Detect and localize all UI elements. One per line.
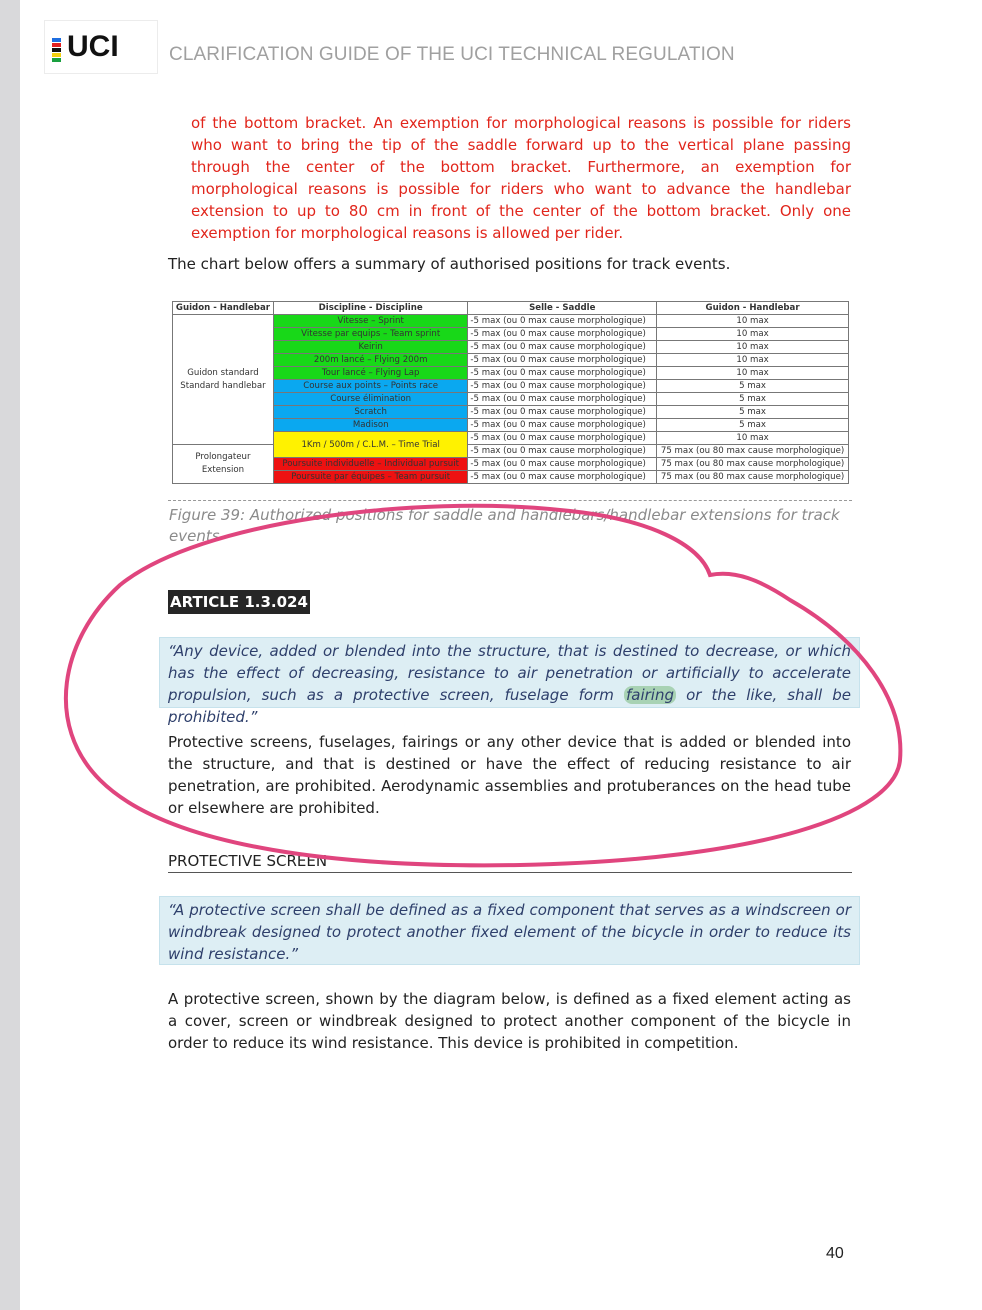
red-paragraph: of the bottom bracket. An exemption for morphological reasons is possible for riders who want to bring the tip of the saddle forward up to the vertical plane passing through the center of the bottom bracket. Furthermore, an exemption for morphological reasons is possible for riders who want to advance the handlebar extension to up to 80 cm in front of the center of the bottom bracket. Only one exemption for morphological reasons is allowed per rider. [191,114,851,242]
saddle-cell: -5 max (ou 0 max cause morphologique) [468,380,657,393]
positions-table [172,301,849,484]
handlebar-cell: 75 max (ou 80 max cause morphologique) [657,471,849,484]
discipline-cell: Course élimination [273,393,468,406]
col-header: Discipline - Discipline [273,302,468,315]
group-label-extension: Prolongateur Extension [173,445,274,484]
saddle-cell: -5 max (ou 0 max cause morphologique) [468,458,657,471]
quote-text: “A protective screen shall be defined as a fixed component that serves as a windscreen or windbreak designed to protect another fixed element of the bicycle in order to reduce its wind resistance.” [168,901,851,963]
discipline-cell: 200m lancé – Flying 200m [273,354,468,367]
col-header: Selle - Saddle [468,302,657,315]
handlebar-cell: 5 max [657,393,849,406]
saddle-cell: -5 max (ou 0 max cause morphologique) [468,419,657,432]
quote-box-screen [159,896,860,965]
divider [168,500,852,501]
header-title: CLARIFICATION GUIDE OF THE UCI TECHNICAL REGULATION [169,44,735,65]
intro-line: The chart below offers a summary of authorised positions for track events. [168,255,731,273]
table-row [173,471,849,484]
discipline-cell: Scratch [273,406,468,419]
handlebar-cell: 10 max [657,315,849,328]
logo-text: UCI [67,30,119,63]
table-row [173,380,849,393]
document-page [20,0,982,1310]
page-number: 40 [826,1245,844,1262]
table-row [173,341,849,354]
quote-box-article [159,637,860,726]
col-header: Guidon - Handlebar [173,302,274,315]
discipline-cell: Madison [273,419,468,432]
saddle-cell: -5 max (ou 0 max cause morphologique) [468,445,657,458]
rainbow-stripes-icon [52,38,61,60]
saddle-cell: -5 max (ou 0 max cause morphologique) [468,393,657,406]
handlebar-cell: 5 max [657,380,849,393]
article-heading: ARTICLE 1.3.024 [168,590,310,614]
saddle-cell: -5 max (ou 0 max cause morphologique) [468,315,657,328]
col-header: Guidon - Handlebar [657,302,849,315]
uci-logo [44,20,158,74]
discipline-cell: 1Km / 500m / C.L.M. – Time Trial [273,432,468,458]
table-row [173,458,849,471]
discipline-cell: Vitesse – Sprint [273,315,468,328]
section-heading: PROTECTIVE SCREEN [168,851,852,873]
handlebar-cell: 10 max [657,328,849,341]
table-row [173,432,849,445]
table-row [173,419,849,432]
paragraph-fairings: Protective screens, fuselages, fairings or any other device that is added or blended into the structure, and that is destined or have the effect of reducing resistance to air penetration, are prohibited. Aerodynamic assemblies and protuberances on the head tube or elsewhere are prohibited. [168,733,851,817]
discipline-cell: Course aux points – Points race [273,380,468,393]
handlebar-cell: 75 max (ou 80 max cause morphologique) [657,445,849,458]
saddle-cell: -5 max (ou 0 max cause morphologique) [468,367,657,380]
discipline-cell: Keirin [273,341,468,354]
quote-text: “Any device, added or blended into the structure, that is destined to decrease, or which has the effect of decreasing, resistance to air penetration or artificially to accelerate propulsion, such as a protective screen, fuselage form [168,642,851,704]
saddle-cell: -5 max (ou 0 max cause morphologique) [468,328,657,341]
table-row [173,393,849,406]
table-row [173,367,849,380]
handlebar-cell: 10 max [657,367,849,380]
handlebar-cell: 10 max [657,432,849,445]
table-header-row [173,302,849,315]
handlebar-cell: 5 max [657,406,849,419]
saddle-cell: -5 max (ou 0 max cause morphologique) [468,432,657,445]
discipline-cell: Poursuite individuelle – Individual pursuit [273,458,468,471]
table-row [173,406,849,419]
table-row [173,354,849,367]
saddle-cell: -5 max (ou 0 max cause morphologique) [468,341,657,354]
table-row [173,315,849,328]
handlebar-cell: 5 max [657,419,849,432]
saddle-cell: -5 max (ou 0 max cause morphologique) [468,471,657,484]
quote-text: or the like, shall be prohibited.” [168,686,851,726]
discipline-cell: Tour lancé – Flying Lap [273,367,468,380]
handlebar-cell: 10 max [657,354,849,367]
discipline-cell: Vitesse par equips – Team sprint [273,328,468,341]
group-label-standard: Guidon standard Standard handlebar [173,315,274,445]
handlebar-cell: 10 max [657,341,849,354]
handlebar-cell: 75 max (ou 80 max cause morphologique) [657,458,849,471]
paragraph-screen: A protective screen, shown by the diagram below, is defined as a fixed element acting as a cover, screen or windbreak designed to protect another component of the bicycle in order to reduce its wind resistance. This device is prohibited in competition. [168,990,851,1052]
table-row [173,328,849,341]
saddle-cell: -5 max (ou 0 max cause morphologique) [468,354,657,367]
highlighted-word: fairing [625,686,674,704]
discipline-cell: Poursuite par équipes – Team pursuit [273,471,468,484]
figure-caption: Figure 39: Authorized positions for saddle and handlebars/handlebar extensions for track events [169,506,840,545]
saddle-cell: -5 max (ou 0 max cause morphologique) [468,406,657,419]
